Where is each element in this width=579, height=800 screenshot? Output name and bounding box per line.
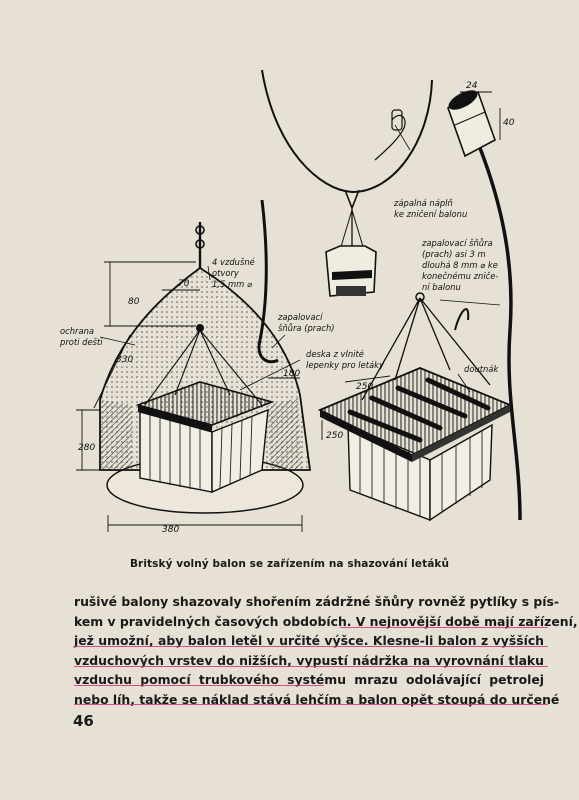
figure-caption: Britský volný balon se zařízením na shazování letáků: [129, 558, 450, 570]
page-number: 46: [73, 712, 94, 730]
dim-80: 80: [128, 297, 140, 307]
body-line: vzduchu pomocí trubkového systému mrazu odolávající petrolej: [74, 672, 544, 688]
label-air-holes: 4 vzdušné otvory 1,5 mm ⌀: [212, 257, 255, 289]
body-paragraph: [74, 592, 578, 710]
dim-40: 40: [503, 118, 515, 128]
body-line: jež umožní, aby balon letěl v určité výšce. Klesne-li balon z vyšších: [74, 633, 544, 649]
label-rain-guard: ochrana proti dešti: [60, 326, 103, 347]
label-incendiary: zápalná náplň ke zničení balonu: [394, 198, 468, 219]
body-line: rušivé balony shazovaly shořením zádržné šňůry rovněž pytlíky s pís-: [74, 594, 560, 609]
label-fuse-cord-left: zapalovací šňůra (prach): [278, 312, 335, 333]
body-line: vzduchových vrstev do nižších, vypustí nádržka na vyrovnání tlaku: [74, 652, 544, 668]
label-fuse-cord-right: zapalovací šňůra (prach) asi 3 m dlouhá 8 mm ⌀ ke konečnému zniče- ní balonu: [422, 238, 499, 292]
body-line: nebo líh, takže se náklad stává lehčím a balon opět stoupá do určené: [74, 691, 560, 707]
highlight-underline: [340, 627, 548, 628]
highlight-underline: [74, 685, 324, 686]
dim-380: 380: [162, 525, 180, 535]
label-wick: doutnák: [464, 364, 499, 374]
leaflet-board-drawing: [320, 293, 510, 520]
dim-250-top: 250: [356, 382, 374, 392]
dim-70: 70: [178, 279, 190, 289]
highlight-underline: [74, 704, 548, 705]
dim-280: 280: [78, 443, 96, 453]
dim-330: 330: [116, 355, 134, 365]
dim-250-side: 250: [326, 431, 344, 441]
dim-180: 180: [283, 369, 301, 379]
label-board: deska z vlnité lepenky pro letáky: [306, 349, 384, 370]
body-line: kem v pravidelných časových obdobích. V nejnovější době mají zařízení,: [74, 613, 578, 629]
highlight-underline: [74, 646, 548, 647]
highlight-underline: [74, 666, 548, 667]
dim-24: 24: [466, 81, 478, 91]
